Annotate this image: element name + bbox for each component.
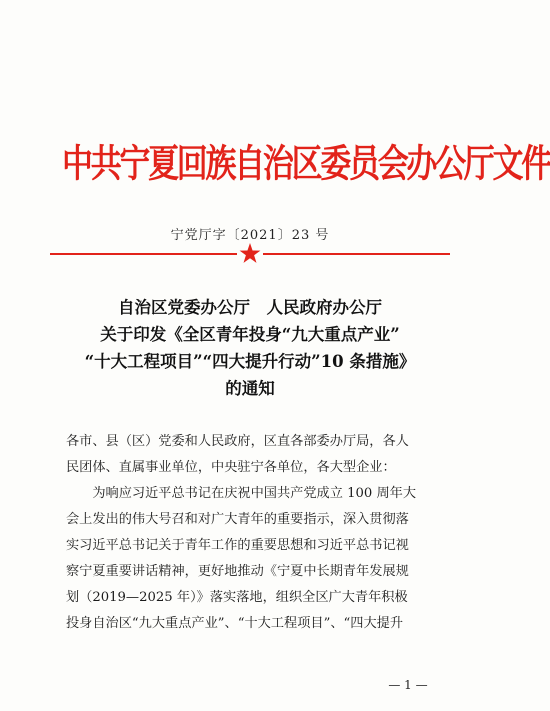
body-line: 民团体、直属事业单位，中央驻宁各单位，各大型企业：	[66, 460, 396, 475]
title-line: 的通知	[225, 379, 275, 398]
title-line: “十大工程项目”“四大提升行动”10 条措施》	[84, 352, 416, 371]
body-line: 为响应习近平总书记在庆祝中国共产党成立 100 周年大	[66, 486, 417, 501]
document-body	[66, 429, 442, 637]
document-number: 宁党厅字〔2021〕23 号	[170, 228, 330, 243]
body-line: 察宁夏重要讲话精神，更好地推动《宁夏中长期青年发展规	[66, 564, 409, 579]
issuing-organ-header: 中共宁夏回族自治区委员会办公厅文件	[62, 142, 550, 187]
page-number: — 1 —	[388, 678, 428, 692]
title-line: 自治区党委办公厅 人民政府办公厅	[118, 298, 382, 317]
body-line: 实习近平总书记关于青年工作的重要思想和习近平总书记视	[66, 538, 409, 553]
body-line: 投身自治区“九大重点产业”、“十大工程项目”、“四大提升	[66, 616, 404, 631]
red-divider-left	[50, 253, 237, 255]
red-divider-right	[263, 253, 450, 255]
red-star-icon	[239, 243, 261, 264]
document-title	[40, 294, 460, 402]
body-line: 各市、县（区）党委和人民政府，区直各部委办厅局，各人	[66, 434, 409, 449]
body-line: 会上发出的伟大号召和对广大青年的重要指示，深入贯彻落	[66, 512, 409, 527]
title-line: 关于印发《全区青年投身“九大重点产业”	[100, 325, 400, 344]
body-line: 划（2019—2025 年）》落实落地，组织全区广大青年积极	[66, 590, 408, 605]
